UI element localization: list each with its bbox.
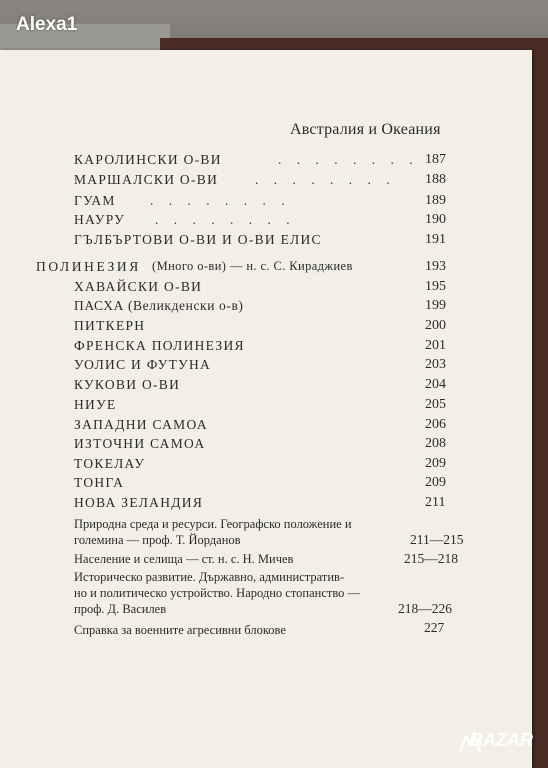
toc-entry-page: 199 xyxy=(425,298,446,313)
toc-entry-page: 193 xyxy=(425,259,446,274)
toc-entry xyxy=(0,172,532,192)
toc-entry-page: 200 xyxy=(425,318,446,333)
sub-entry-line: големина — проф. Т. Йорданов xyxy=(74,533,241,547)
toc-entry xyxy=(0,377,532,397)
toc-entry-title: ФРЕНСКА ПОЛИНЕЗИЯ xyxy=(74,338,245,353)
toc-entry xyxy=(0,212,532,232)
toc-leader-dots: . . . . . . . . xyxy=(155,212,296,227)
toc-entry xyxy=(0,232,532,252)
toc-entry-title: НИУЕ xyxy=(74,397,117,412)
toc-entry xyxy=(0,357,532,377)
toc-entry-page: 206 xyxy=(425,417,446,432)
toc-entry-title: УОЛИС И ФУТУНА xyxy=(74,357,212,372)
toc-entry xyxy=(0,417,532,437)
toc-entry xyxy=(0,475,532,495)
toc-entry xyxy=(0,338,532,358)
toc-entry-title: ХАВАЙСКИ О-ВИ xyxy=(74,279,203,294)
toc-entry-page: 205 xyxy=(425,397,446,412)
sub-entry-page: 227 xyxy=(424,620,445,635)
toc-entry-title: ГУАМ xyxy=(74,193,116,208)
toc-entry-title: ПИТКЕРН xyxy=(74,318,146,333)
sub-entry-line: Справка за военните агресивни блокове xyxy=(74,623,286,637)
toc-entry-page: 211 xyxy=(425,495,446,510)
toc-entry-page: 201 xyxy=(425,338,446,353)
toc-entry-page: 203 xyxy=(425,357,446,372)
toc-entry-title: ИЗТОЧНИ САМОА xyxy=(74,436,206,451)
toc-entry-page: 188 xyxy=(425,172,446,187)
toc-leader-dots: . . . . . . . . xyxy=(278,152,419,167)
sub-entry-page: 218—226 xyxy=(398,601,452,616)
toc-entry-title: ГЪЛБЪРТОВИ О-ВИ И О-ВИ ЕЛИС xyxy=(74,232,322,247)
toc-entry-page: 187 xyxy=(425,152,446,167)
toc-entry-title: КАРОЛИНСКИ О-ВИ xyxy=(74,152,222,167)
toc-entry-page: 195 xyxy=(425,279,446,294)
toc-entry-page: 191 xyxy=(425,232,446,247)
watermark-username: Alexa1 xyxy=(16,14,78,35)
toc-entry xyxy=(0,298,532,318)
toc-entry-title: МАРШАЛСКИ О-ВИ xyxy=(74,172,219,187)
toc-entry xyxy=(0,397,532,417)
toc-leader-dots: . . . . . . . . xyxy=(255,172,396,187)
toc-entry-page: 209 xyxy=(425,456,446,471)
toc-entry xyxy=(0,152,532,172)
toc-entry xyxy=(0,279,532,299)
sub-entry-line: Историческо развитие. Държавно, административ- xyxy=(74,570,345,584)
running-head: Австралия и Океания xyxy=(290,121,441,138)
toc-entry-title: ЗАПАДНИ САМОА xyxy=(74,417,208,432)
toc-leader-dots: . . . . . . . . xyxy=(150,193,291,208)
toc-entry xyxy=(0,318,532,338)
toc-entry-page: 204 xyxy=(425,377,446,392)
toc-entry-title: ПАСХА (Великденски о-в) xyxy=(74,298,244,313)
toc-entry-page: 209 xyxy=(425,475,446,490)
toc-entry xyxy=(0,193,532,213)
toc-entry-title: НОВА ЗЕЛАНДИЯ xyxy=(74,495,204,510)
toc-entry-page: 189 xyxy=(425,193,446,208)
toc-entry-page: 208 xyxy=(425,436,446,451)
toc-entry xyxy=(0,495,532,515)
sub-entry-page: 215—218 xyxy=(404,551,458,566)
sub-entry-line: Население и селища — ст. н. с. Н. Мичев xyxy=(74,552,294,566)
bazar-logo-text: BAZAR xyxy=(470,730,533,750)
sub-entry-page: 211—215 xyxy=(410,532,464,547)
section-title: ПОЛИНЕЗИЯ xyxy=(36,259,141,274)
toc-section-polynesia xyxy=(0,259,532,279)
toc-entry-page: 190 xyxy=(425,212,446,227)
toc-entry-title: КУКОВИ О-ВИ xyxy=(74,377,181,392)
toc-entry-title: ТОКЕЛАУ xyxy=(74,456,146,471)
toc-entry-title: НАУРУ xyxy=(74,212,126,227)
sub-entry-line: проф. Д. Василев xyxy=(74,602,167,616)
sub-entry-line: но и политическо устройство. Народно стопанство — xyxy=(74,586,361,600)
toc-entry-title: ТОНГА xyxy=(74,475,125,490)
section-author: (Много о-ви) — н. с. С. Кираджиев xyxy=(152,259,353,273)
sub-entry-line: Природна среда и ресурси. Географско положение и xyxy=(74,517,352,531)
toc-entry xyxy=(0,436,532,456)
toc-entry xyxy=(0,456,532,476)
